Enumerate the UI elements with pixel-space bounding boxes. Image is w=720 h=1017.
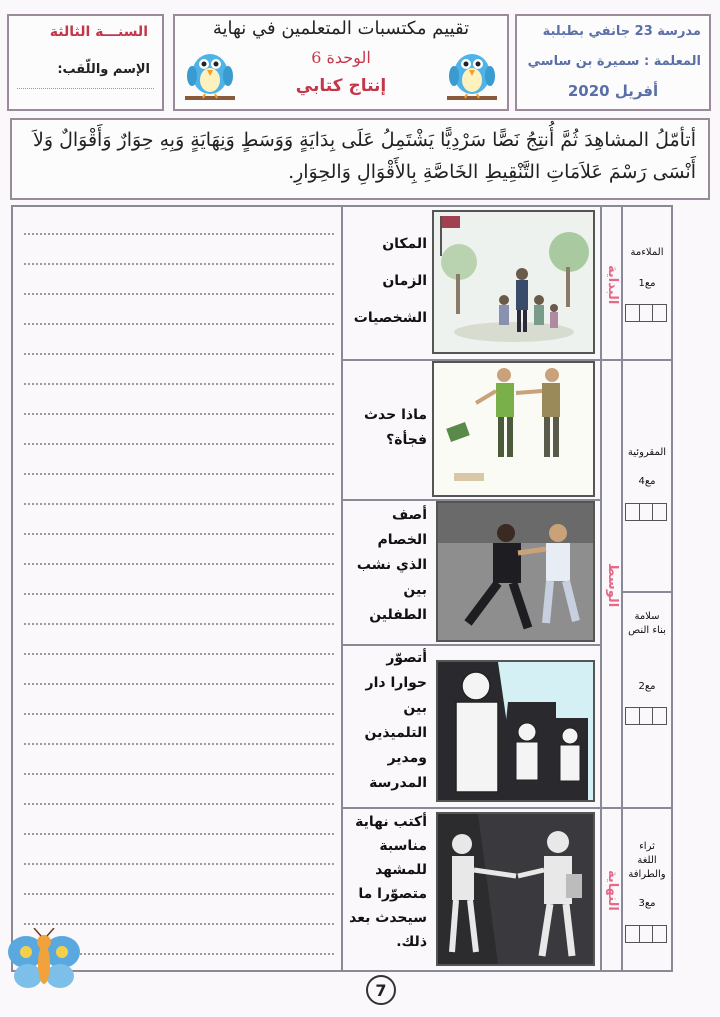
criterion-structure-mark: مع2 [638, 681, 656, 692]
instruction-box [10, 118, 710, 200]
score-boxes-language[interactable] [625, 925, 667, 943]
scene-image-park [432, 210, 595, 354]
prompt-row-5: أكتب نهاية مناسبة للمشهد متصوّرا ما سيحدث بعد ذلك. [349, 814, 427, 950]
criterion-structure: سلامة بناء النص [628, 611, 666, 636]
criterion-language: ثراء اللغة والطرافة [628, 841, 666, 880]
instruction-text: أتأمّلُ المشاهِدَ ثُمَّ أُنتِجُ نَصًّا سَرْدِيًّا يَشْتَمِلُ عَلَى بِدَايَةٍ وَوَسَطٍ وَنِهَايَةٍ وَبِهِ حِوَارٌ وَأَقْوَالٌ وَلاَ أَنْسَى رَسْمَ عَلاَمَاتِ التَّنْقِيطِ الخَاصَّةِ بِالأَقْوَالِ وَالحِوَارِ. [33, 129, 696, 183]
criterion-legibility: المقروئية [627, 447, 667, 458]
header-left-box [7, 14, 164, 111]
name-label: الإسم واللّقب: [57, 62, 150, 77]
page-title: تقييم مكتسبات المتعلمين في نهاية [212, 18, 470, 39]
date-label: أفريل 2020 [567, 82, 659, 100]
scene-image-ending [436, 812, 595, 966]
teacher-name: المعلمة : سميرة بن ساسي [527, 54, 701, 69]
stage-end: النهاية [605, 869, 620, 911]
score-boxes-legibility[interactable] [625, 503, 667, 521]
header-center-box [173, 14, 509, 111]
prompt-row-2: ماذا حدث فجأة؟ [363, 407, 427, 448]
subject-label: إنتاج كتابي [295, 76, 387, 96]
criterion-legibility-mark: مع4 [638, 476, 656, 487]
bird-illustration-left [179, 36, 241, 108]
score-boxes-relevance[interactable] [625, 304, 667, 322]
prompt-row-1: المكان الزمان الشخصيات [353, 236, 427, 326]
criterion-relevance-mark: مع1 [638, 278, 656, 289]
name-field[interactable] [17, 88, 154, 89]
bird-illustration-right [441, 36, 503, 108]
page-number: 7 [366, 975, 396, 1005]
prompt-row-3: أصف الخصام الذي نشب بين الطفلين [356, 507, 427, 623]
scene-image-principal [436, 660, 595, 802]
grade-label: السنـــة الثالثة [49, 24, 148, 40]
scene-image-fight [436, 501, 595, 642]
stage-beginning: البداية [605, 265, 620, 305]
criterion-language-mark: مع3 [638, 898, 656, 909]
butterfly-illustration [4, 928, 84, 994]
score-boxes-structure[interactable] [625, 707, 667, 725]
criterion-relevance: الملاءمة [630, 247, 664, 258]
stage-middle: الوسط [605, 562, 620, 608]
unit-label: الوحدة 6 [311, 48, 371, 67]
scene-image-pushing [432, 361, 595, 497]
prompt-row-4: أتصوّر حوارا دار بين التلميذين ومدير المدرسة [364, 650, 427, 791]
header-right-box [515, 14, 711, 111]
school-name: مدرسة 23 جانفي بطبلبة [542, 24, 701, 39]
